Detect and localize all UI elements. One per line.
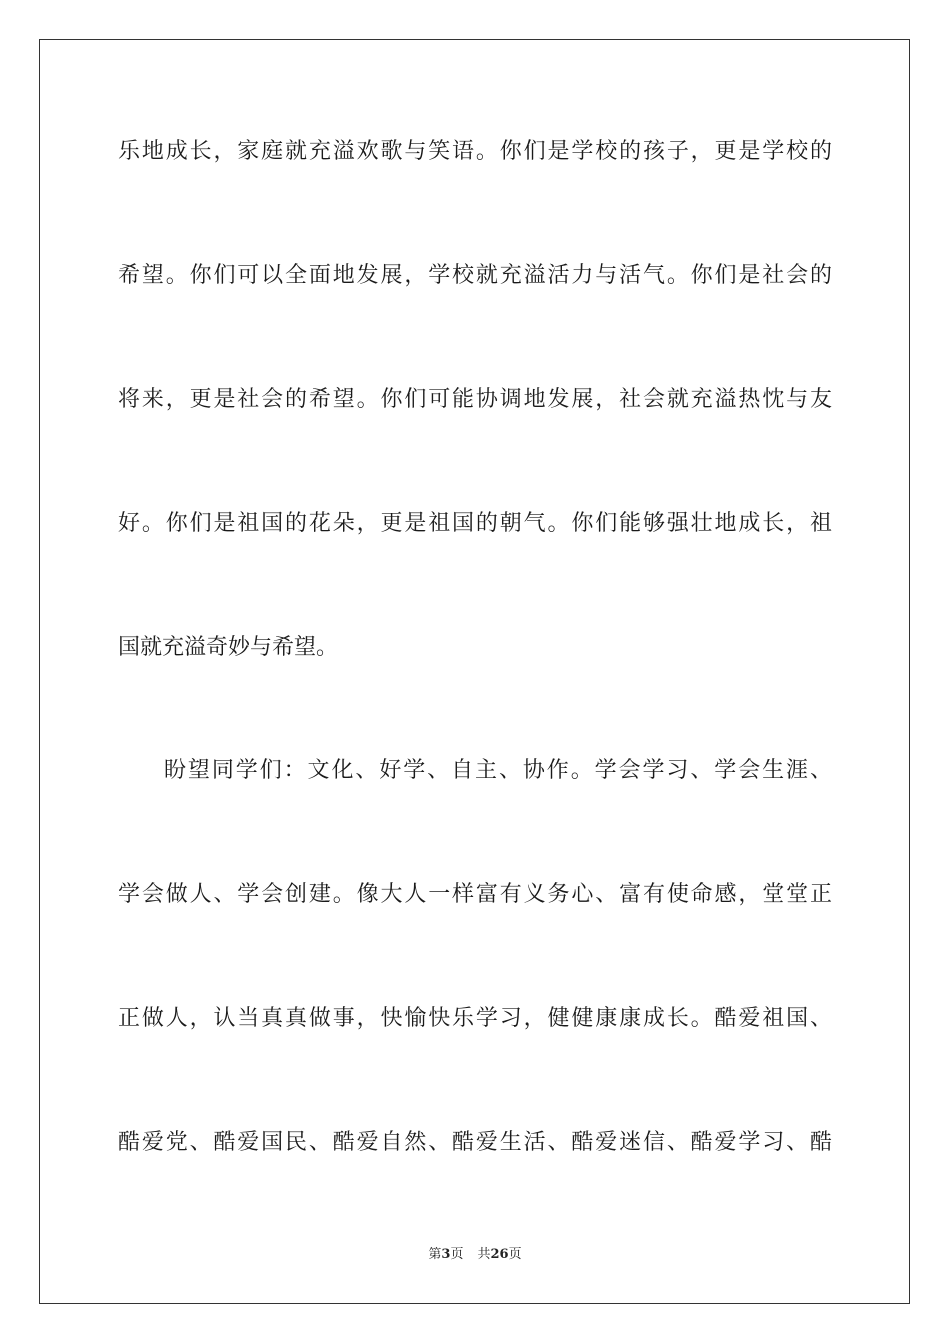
body-line-1: 乐地成长，家庭就充溢欢歌与笑语。你们是学校的孩子，更是学校的 (118, 139, 832, 164)
body-line-6: 盼望同学们：文化、好学、自主、协作。学会学习、学会生涯、 (164, 758, 832, 783)
body-line-2: 希望。你们可以全面地发展，学校就充溢活力与活气。你们是社会的 (118, 263, 832, 288)
body-line-4: 好。你们是祖国的花朵，更是祖国的朝气。你们能够强壮地成长，祖 (118, 511, 832, 536)
page-border (39, 39, 910, 1304)
total-prefix: 共 (477, 1247, 491, 1262)
page-suffix: 页 (450, 1247, 464, 1262)
body-line-3: 将来，更是社会的希望。你们可能协调地发展，社会就充溢热忱与友 (118, 387, 832, 412)
page-footer (0, 1246, 950, 1264)
body-line-8: 正做人，认当真真做事，快愉快乐学习，健健康康成长。酷爱祖国、 (118, 1006, 832, 1031)
body-line-9: 酷爱党、酷爱国民、酷爱自然、酷爱生活、酷爱迷信、酷爱学习、酷 (118, 1130, 832, 1155)
total-suffix: 页 (508, 1247, 522, 1262)
total-pages: 26 (490, 1247, 509, 1262)
body-line-7: 学会做人、学会创建。像大人一样富有义务心、富有使命感，堂堂正 (118, 882, 832, 907)
page-prefix: 第 (428, 1247, 442, 1262)
body-line-5: 国就充溢奇妙与希望。 (118, 635, 339, 660)
page-number: 3 (441, 1247, 451, 1262)
